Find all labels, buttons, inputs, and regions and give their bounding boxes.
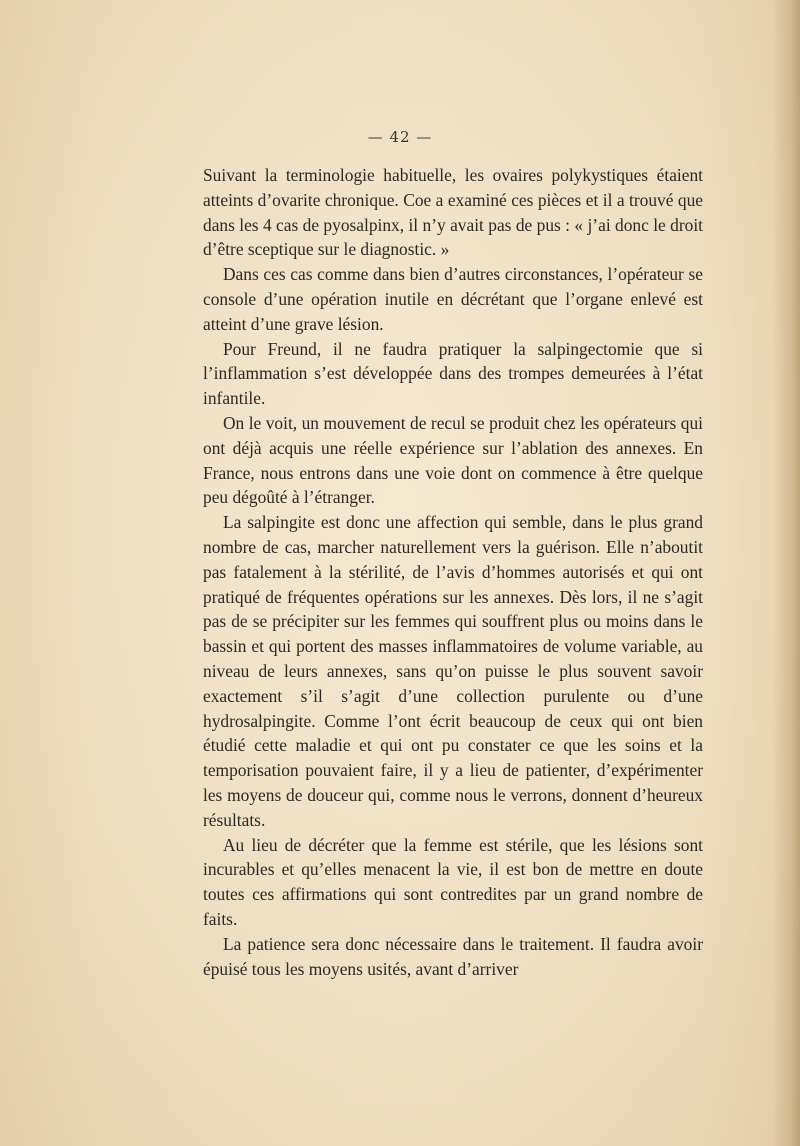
paragraph-1: Suivant la terminologie habituelle, les ovaires polykystiques étaient atteints d’ovarite chronique. Coe a examiné ces pièces et il a trouvé que dans les 4 cas de pyosalpinx, il n’y avait pas de pus : « j’ai donc le droit d’être sceptique sur le diagnostic. » (203, 165, 703, 260)
paragraph-6: Au lieu de décréter que la femme est stérile, que les lésions sont incurables et qu’elles menacent la vie, il est bon de mettre en doute toutes ces affirmations qui sont contredites par un grand nombre de faits. (203, 834, 703, 929)
paragraph-4: On le voit, un mouvement de recul se produit chez les opérateurs qui ont déjà acquis une réelle expérience sur l’ablation des annexes. En France, nous entrons dans une voie dont on commence à être quelque peu dégoûté à l’étranger. (203, 412, 703, 508)
page-number: — 42 — (367, 128, 433, 146)
page-edge-shadow (772, 0, 800, 1146)
paragraph-5: La salpingite est donc une affection qui semble, dans le plus grand nombre de cas, marcher naturellement vers la guérison. Elle n’aboutit pas fatalement à la stérilité, de l’avis d’hommes autorisés et qui ont pratiqué de fréquentes opérations sur les annexes. Dès lors, il ne s’agit pas de se précipiter sur les femmes qui souffrent plus ou moins dans le bassin et qui portent des masses inflammatoires de volume variable, au niveau de leurs annexes, sans qu’on puisse le plus souvent savoir exactement s’il s’agit d’une collection purulente ou d’une hydrosalpingite. Comme l’ont écrit beaucoup de ceux qui ont bien étudié cette maladie et qui ont pu constater ce que les soins et la temporisation pouvaient faire, il y a lieu de patienter, d’expérimenter les moyens de douceur qui, comme nous le verrons, donnent d’heureux résultats. (203, 512, 703, 830)
paragraph-2: Dans ces cas comme dans bien d’autres circonstances, l’opérateur se console d’une opération inutile en décrétant que l’organe enlevé est atteint d’une grave lésion. (203, 264, 703, 334)
body-text (203, 163, 703, 981)
paragraph-3: Pour Freund, il ne faudra pratiquer la salpingectomie que si l’inflammation s’est développée dans des trompes demeurées à l’état infantile. (203, 338, 703, 409)
paragraph-7: La patience sera donc nécessaire dans le traitement. Il faudra avoir épuisé tous les moyens usités, avant d’arriver (203, 933, 703, 979)
